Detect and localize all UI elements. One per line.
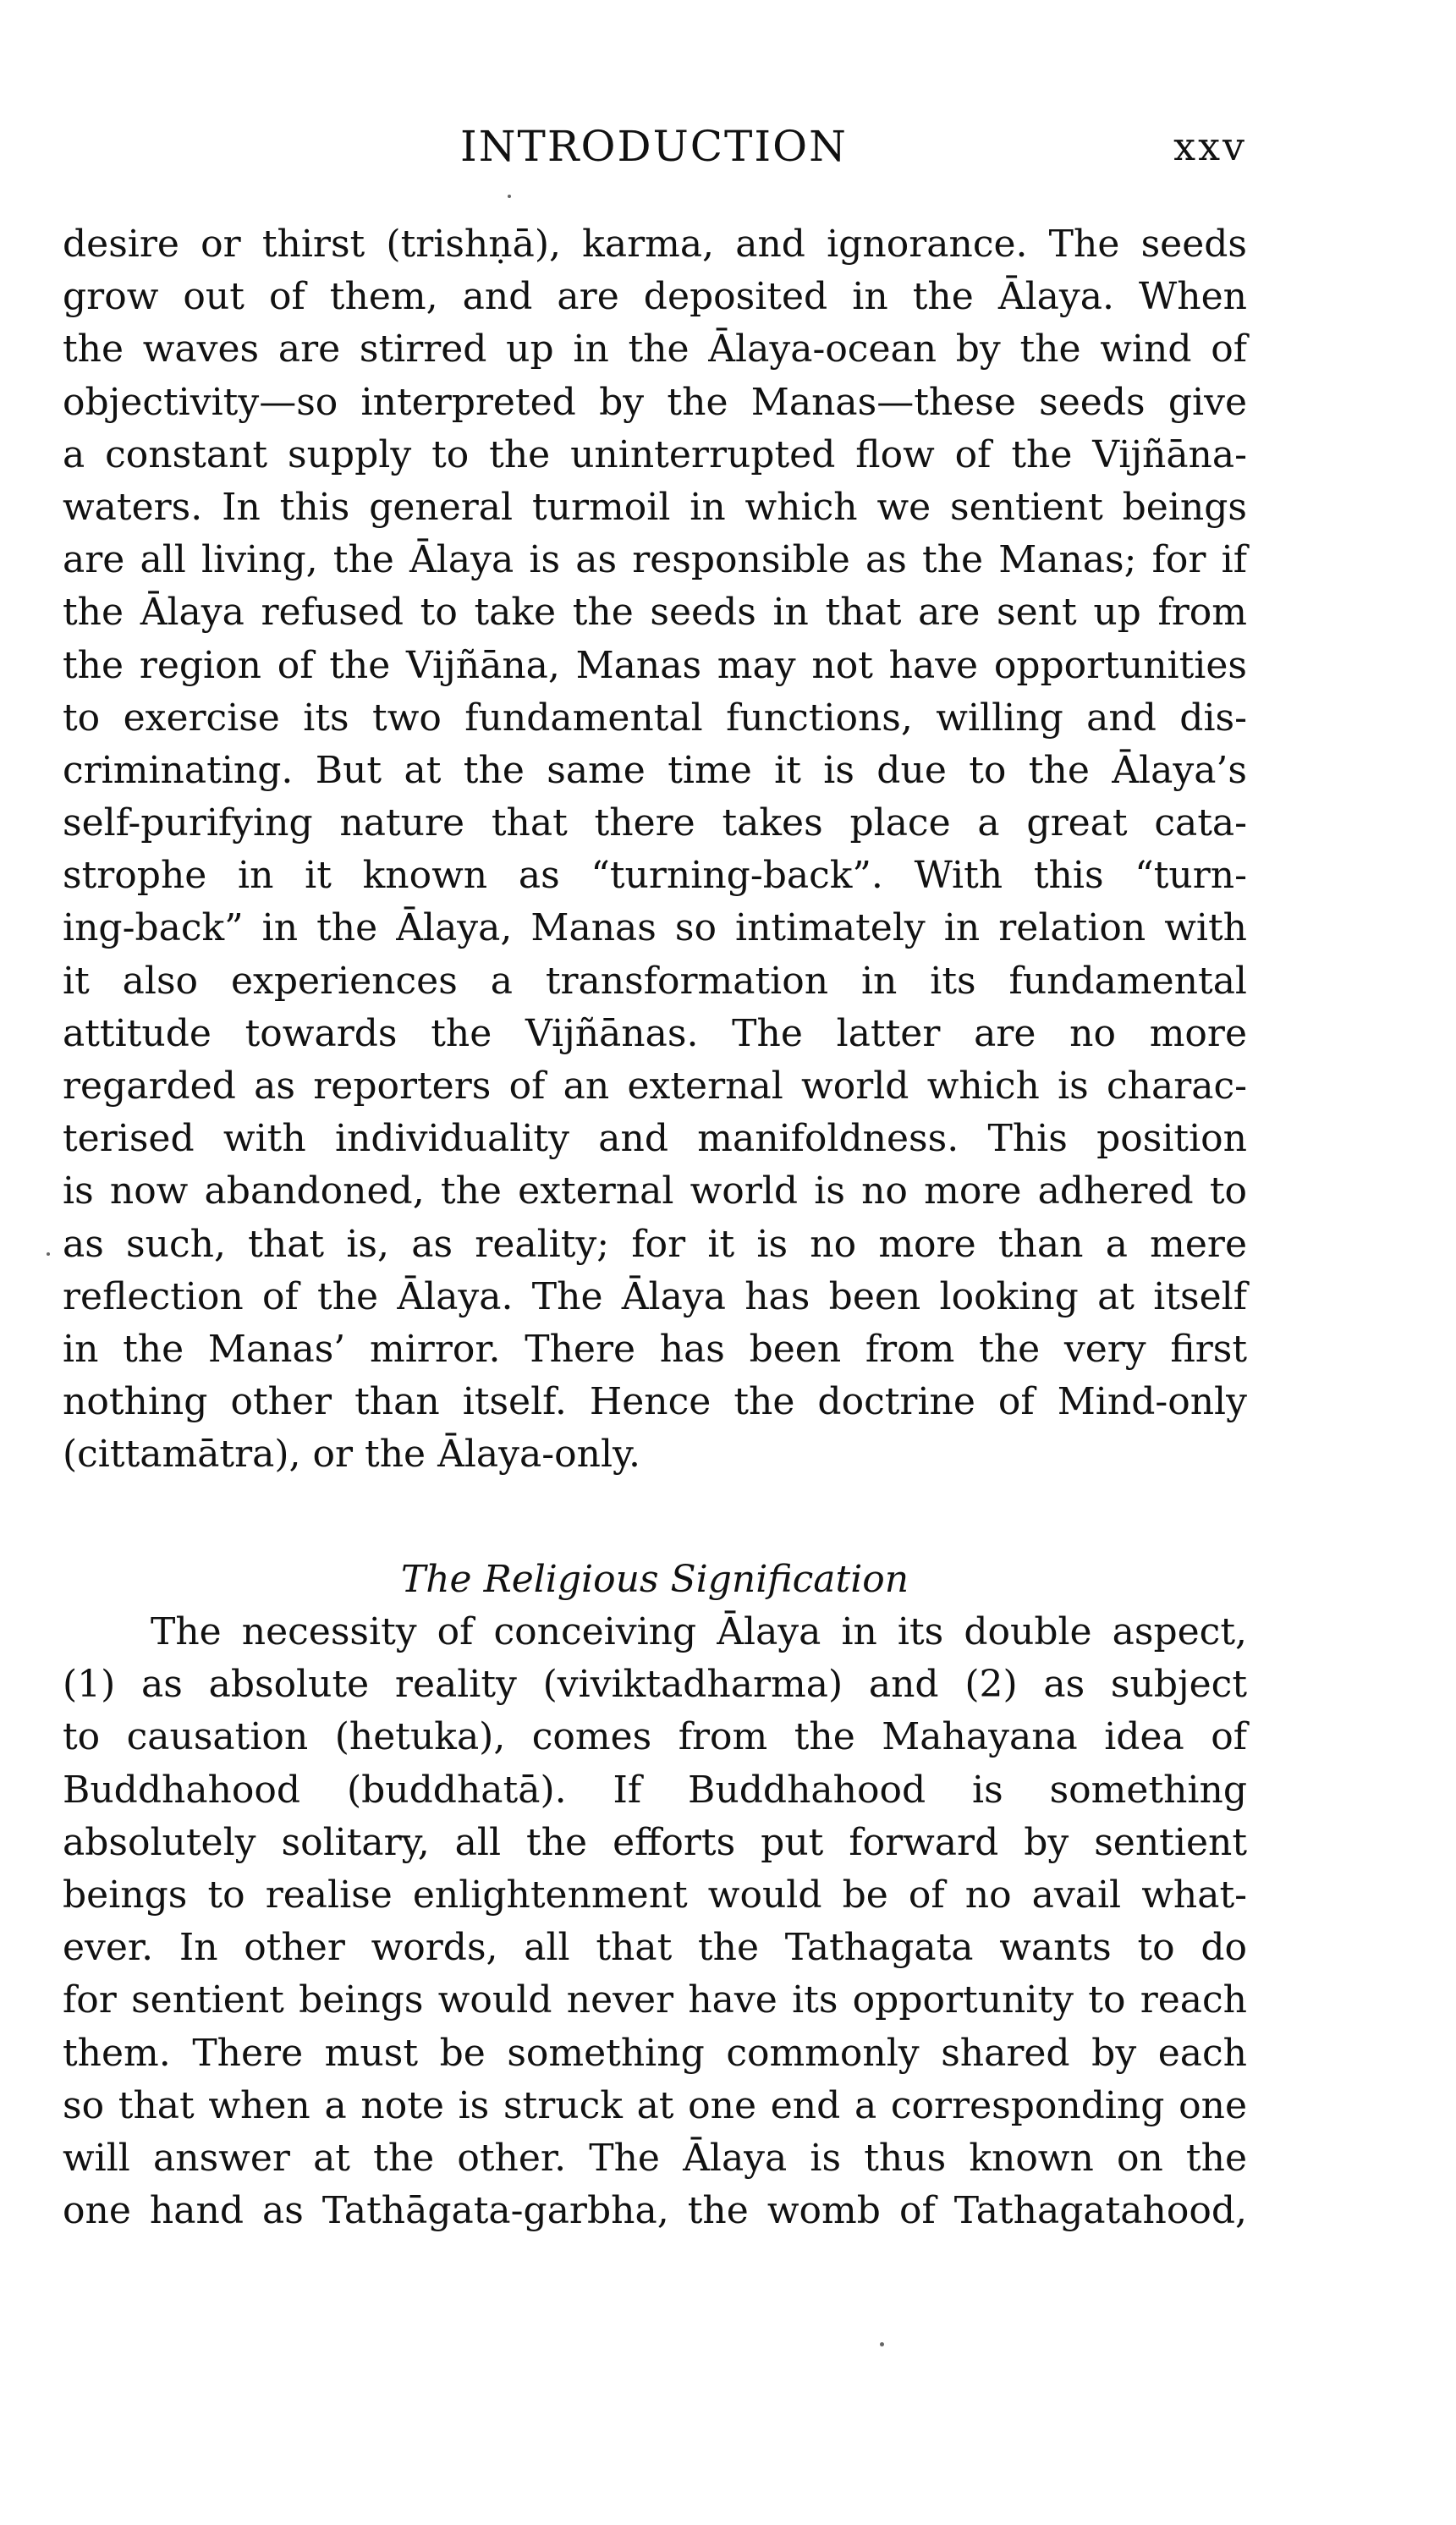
text-line: attitude towards the Vijñānas. The latter are no more bbox=[63, 1011, 1247, 1055]
text-line: are all living, the Ālaya is as responsible as the Manas; for if bbox=[63, 538, 1247, 582]
text-line: them. There must be something commonly shared by each bbox=[63, 2031, 1247, 2075]
text-line: one hand as Tathāgata-garbha, the womb of Tathagatahood, bbox=[63, 2189, 1247, 2233]
text-line: for sentient beings would never have its opportunity to reach bbox=[63, 1978, 1247, 2022]
text-line: (1) as absolute reality (viviktadharma) and (2) as subject bbox=[63, 1663, 1247, 1707]
print-speck bbox=[508, 195, 511, 198]
text-line: is now abandoned, the external world is no more adhered to bbox=[63, 1169, 1247, 1213]
section-heading: The Religious Signification bbox=[400, 1558, 909, 1601]
text-line: terised with individuality and manifoldness. This position bbox=[63, 1117, 1247, 1161]
text-line: absolutely solitary, all the efforts put forward by sentient bbox=[63, 1820, 1247, 1864]
text-line: it also experiences a transformation in its fundamental bbox=[63, 959, 1247, 1003]
text-line: will answer at the other. The Ālaya is thus known on the bbox=[63, 2136, 1247, 2180]
running-head bbox=[63, 117, 1247, 176]
text-line: as such, that is, as reality; for it is no more than a mere bbox=[63, 1222, 1247, 1266]
text-line: (cittamātra), or the Ālaya-only. bbox=[63, 1433, 641, 1477]
text-line: desire or thirst (trishṇā), karma, and ignorance. The seeds bbox=[63, 223, 1247, 266]
print-speck bbox=[880, 2342, 884, 2346]
text-line: the region of the Vijñāna, Manas may not have opportunities bbox=[63, 643, 1247, 687]
text-line: strophe in it known as “turning-back”. With this “turn- bbox=[63, 854, 1247, 898]
text-line: Buddhahood (buddhatā). If Buddhahood is something bbox=[63, 1768, 1247, 1812]
text-line: The necessity of conceiving Ālaya in its double aspect, bbox=[151, 1610, 1247, 1653]
text-line: ing-back” in the Ālaya, Manas so intimately in relation with bbox=[63, 906, 1247, 950]
text-line: grow out of them, and are deposited in the Ālaya. When bbox=[63, 275, 1247, 319]
section-religious-signification bbox=[63, 1527, 1247, 2237]
text-line: in the Manas’ mirror. There has been from the very first bbox=[63, 1327, 1247, 1371]
text-line: beings to realise enlightenment would be of no avail what- bbox=[63, 1873, 1247, 1917]
text-line: reflection of the Ālaya. The Ālaya has been looking at itself bbox=[63, 1274, 1247, 1318]
text-line: a constant supply to the uninterrupted flow of the Vijñāna- bbox=[63, 432, 1247, 476]
print-speck bbox=[47, 1252, 50, 1256]
text-line: ever. In other words, all that the Tathagata wants to do bbox=[63, 1926, 1247, 1970]
running-title: INTRODUCTION bbox=[460, 122, 848, 171]
paragraph-1 bbox=[63, 218, 1247, 1482]
text-line: so that when a note is struck at one end a corresponding one bbox=[63, 2083, 1247, 2127]
text-line: to exercise its two fundamental functions, willing and dis- bbox=[63, 696, 1247, 740]
text-line: regarded as reporters of an external world which is charac- bbox=[63, 1064, 1247, 1108]
text-line: criminating. But at the same time it is due to the Ālaya’s bbox=[63, 748, 1247, 792]
text-line: nothing other than itself. Hence the doctrine of Mind-only bbox=[63, 1380, 1247, 1424]
page-number: xxv bbox=[1173, 124, 1247, 169]
text-line: to causation (hetuka), comes from the Mahayana idea of bbox=[63, 1715, 1247, 1759]
text-line: self-purifying nature that there takes place a great cata- bbox=[63, 801, 1247, 845]
text-line: the Ālaya refused to take the seeds in that are sent up from bbox=[63, 591, 1247, 635]
text-line: waters. In this general turmoil in which we sentient beings bbox=[63, 485, 1247, 529]
text-line: the waves are stirred up in the Ālaya-ocean by the wind of bbox=[63, 327, 1247, 371]
text-line: objectivity—so interpreted by the Manas—these seeds give bbox=[63, 380, 1247, 424]
